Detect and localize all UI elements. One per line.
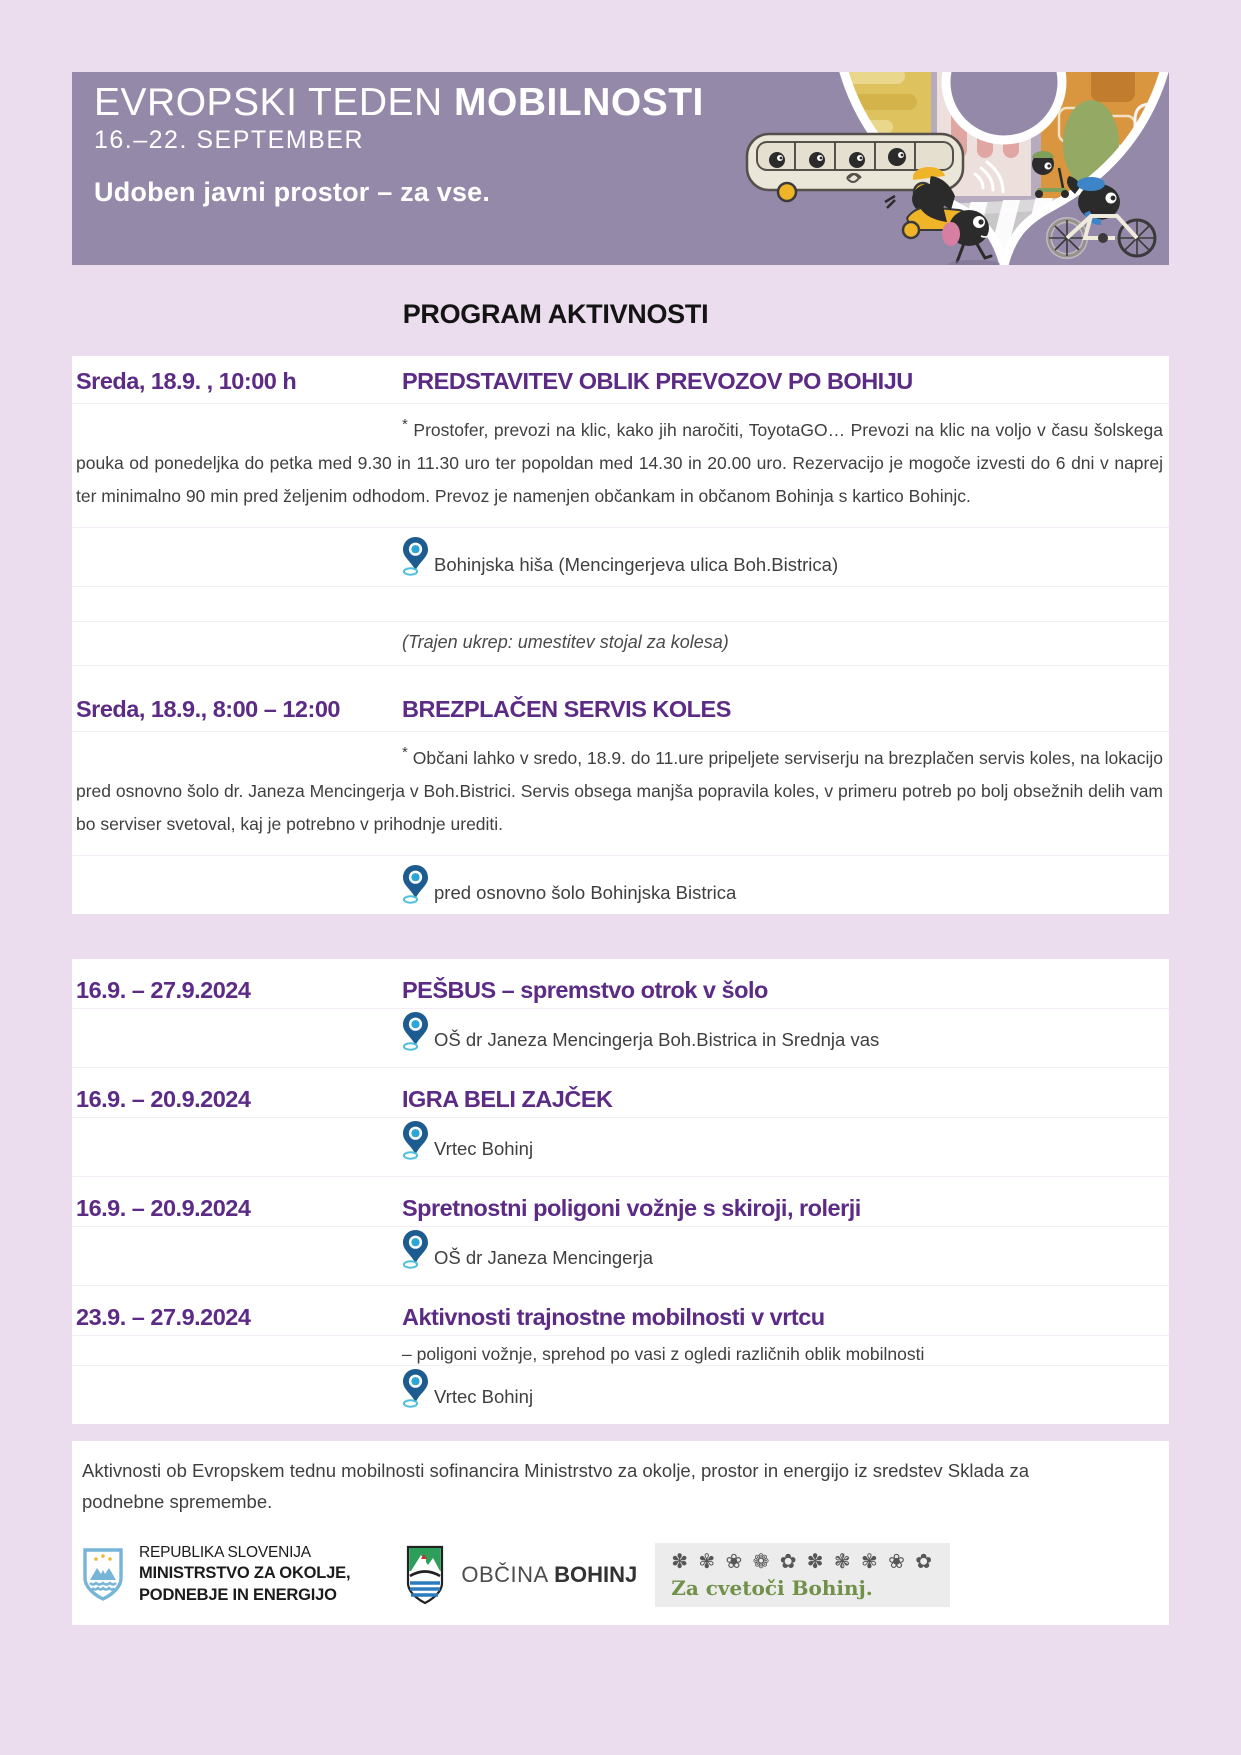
ministry-logo (82, 1543, 350, 1607)
event-date: Sreda, 18.9. , 10:00 h (76, 368, 297, 394)
location-pin-icon (402, 864, 429, 904)
event-location-row (72, 1226, 1169, 1285)
event-title: BREZPLAČEN SERVIS KOLES (402, 696, 731, 722)
event-location: Vrtec Bohinj (434, 1138, 534, 1159)
location-pin-icon (402, 1368, 429, 1408)
event-row-servis (72, 665, 1169, 731)
event-poligoni (72, 1176, 1169, 1285)
flowers-icon: ✽ ✾ ❀ ❁ ✿ ✽ ❃ ✾ ❀ ✿ (671, 1549, 935, 1573)
program-title: PROGRAM AKTIVNOSTI (402, 299, 709, 329)
obcina-name: BOHINJ (554, 1562, 638, 1587)
program-table-1 (72, 356, 1169, 914)
event-location: Vrtec Bohinj (434, 1386, 534, 1407)
event-date: 16.9. – 20.9.2024 (76, 1086, 251, 1112)
event-title: Aktivnosti trajnostne mobilnosti v vrtcu (402, 1304, 825, 1330)
obcina-bohinj-logo (406, 1545, 637, 1605)
footer (72, 1441, 1169, 1625)
event-header (72, 1068, 1169, 1117)
banner-text (72, 72, 1169, 208)
event-location-row (72, 1365, 1169, 1424)
event-description-row (72, 403, 1169, 527)
event-title: IGRA BELI ZAJČEK (402, 1086, 613, 1112)
event-location: Bohinjska hiša (Mencingerjeva ulica Boh.Bistrica) (434, 554, 839, 575)
event-row-predstavitev (72, 356, 1169, 403)
banner-title-regular: EVROPSKI TEDEN (94, 81, 455, 124)
event-description-row (72, 731, 1169, 855)
ministry-text (139, 1543, 350, 1607)
slovenia-coat-of-arms-icon (82, 1548, 124, 1602)
event-date: 16.9. – 27.9.2024 (76, 977, 251, 1003)
event-location-row (72, 855, 1169, 914)
event-location-row (72, 1008, 1169, 1067)
banner-tagline: Udoben javni prostor – za vse. (94, 176, 491, 207)
event-title: PEŠBUS – spremstvo otrok v šolo (402, 977, 768, 1003)
event-pesbus (72, 959, 1169, 1067)
event-date: Sreda, 18.9., 8:00 – 12:00 (76, 696, 340, 722)
banner-dates: 16.–22. SEPTEMBER (94, 125, 365, 154)
obcina-prefix: OBČINA (461, 1562, 548, 1587)
funding-note: Aktivnosti ob Evropskem tednu mobilnosti sofinancira Ministrstvo za okolje, prostor in energijo iz sredstev Sklada za podnebne spremembe. (82, 1460, 1030, 1512)
event-header (72, 1286, 1169, 1335)
za-cvetoci-bohinj-logo (655, 1543, 950, 1607)
event-description: Občani lahko v sredo, 18.9. do 11.ure pripeljete serviserju na brezplačen servis koles, na lokacijo pred osnovno šolo dr. Janeza Mencingerja v Boh.Bistrici. Servis obsega manjša popravila koles, v primeru potreb po bolj obsežnih delih vam bo serviser svetoval, kaj je potrebno v prihodnje urediti. (76, 748, 1163, 834)
event-beli-zajcek (72, 1067, 1169, 1176)
location-pin-icon (402, 1011, 429, 1051)
location-pin-icon (402, 536, 429, 576)
event-location-row (72, 527, 1169, 586)
banner-title (94, 82, 1169, 125)
mobility-week-banner (72, 72, 1169, 265)
permanent-measure-note: (Trajen ukrep: umestitev stojal za kolesa) (72, 621, 1169, 665)
event-header (72, 959, 1169, 1008)
event-date: 16.9. – 20.9.2024 (76, 1195, 251, 1221)
ministry-line-2: MINISTRSTVO ZA OKOLJE, (139, 1564, 351, 1583)
event-title: Spretnostni poligoni vožnje s skiroji, rolerji (402, 1195, 861, 1221)
event-description: Prostofer, prevozi na klic, kako jih naročiti, ToyotaGO… Prevozi na klic na voljo v času šolskega pouka od ponedeljka do petka med 9.30 in 11.30 uro ter popoldan med 14.30 in 20.00 uro. Rezervacijo je mogoče izvesti do 6 dni v naprej ter minimalno 90 min pred željenim odhodom. Prevoz je namenjen občankam in občanom Bohinja s kartico Bohinjc. (76, 420, 1163, 506)
asterisk: * (402, 416, 408, 433)
banner-title-bold: MOBILNOSTI (454, 81, 704, 124)
logos-row (82, 1543, 1159, 1607)
event-location: OŠ dr Janeza Mencingerja (434, 1247, 654, 1268)
empty-row (72, 586, 1169, 621)
cvetoci-label: Za cvetoči Bohinj. (671, 1576, 873, 1600)
event-location: pred osnovno šolo Bohinjska Bistrica (434, 882, 737, 903)
location-pin-icon (402, 1229, 429, 1269)
event-title: PREDSTAVITEV OBLIK PREVOZOV PO BOHIJU (402, 368, 913, 394)
asterisk: * (402, 744, 408, 761)
ministry-line-1: REPUBLIKA SLOVENIJA (139, 1544, 311, 1561)
event-description: – poligoni vožnje, sprehod po vasi z ogledi različnih oblik mobilnosti (72, 1335, 1169, 1365)
location-pin-icon (402, 1120, 429, 1160)
event-location-row (72, 1117, 1169, 1176)
program-table-2 (72, 959, 1169, 1424)
event-header (72, 1177, 1169, 1226)
bohinj-coat-of-arms-icon (406, 1545, 444, 1605)
event-vrtec-mobilnost (72, 1285, 1169, 1424)
event-date: 23.9. – 27.9.2024 (76, 1304, 251, 1330)
content-column (72, 72, 1169, 1625)
ministry-line-3: PODNEBJE IN ENERGIJO (139, 1586, 337, 1605)
obcina-label (461, 1562, 637, 1588)
event-location: OŠ dr Janeza Mencingerja Boh.Bistrica in Srednja vas (434, 1029, 880, 1050)
